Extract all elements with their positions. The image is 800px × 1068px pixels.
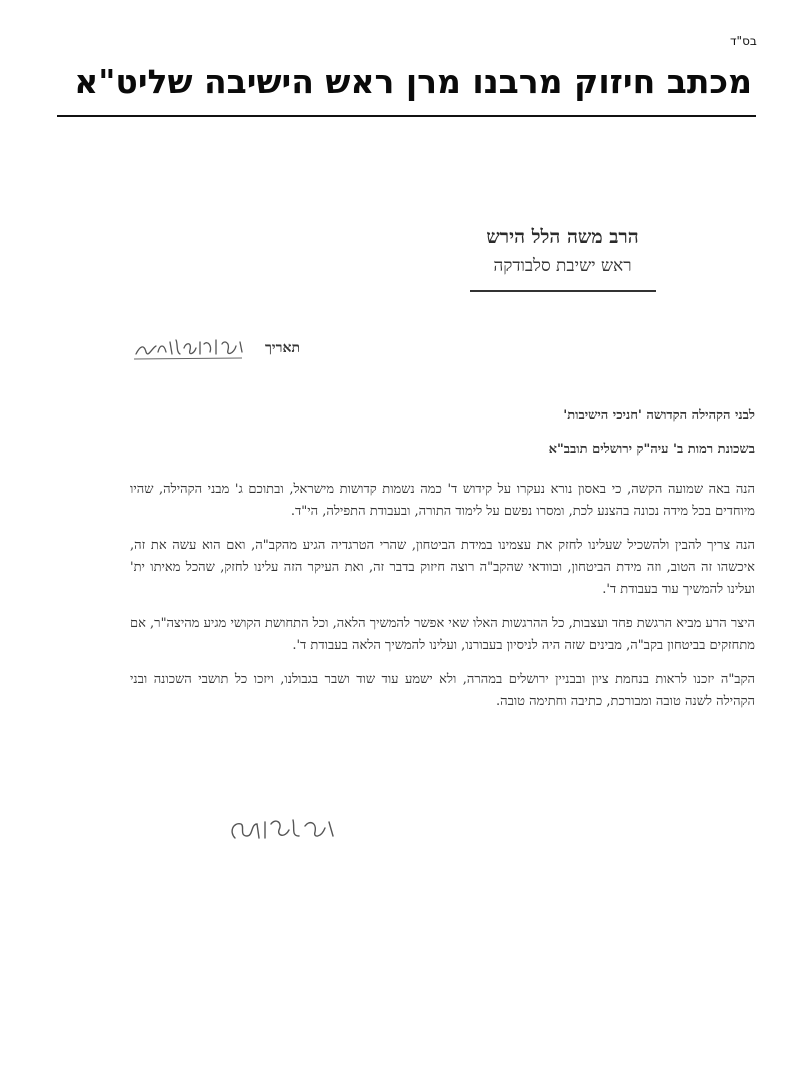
date-line (130, 330, 300, 364)
bsd-mark: בס"ד (730, 34, 757, 48)
letter-paragraph: הנה באה שמועה הקשה, כי באסון נורא נעקרו על קידוש ד' כמה נשמות קדושות מישראל, ובתוכם ג' מבני הקהילה, שהיו מיוחדים בכל מידה נכונה בהצנע לכת, ומסרו נפשם על לימוד התורה, ובעבודת התפילה, הי"ד. (130, 482, 755, 519)
title-divider (57, 115, 756, 117)
date-label: תאריך (265, 340, 300, 356)
salutation-line-2: בשכונת רמות ב' עיה"ק ירושלים תובב"א (548, 442, 755, 457)
letter-paragraph: היצר הרע מביא הרגשת פחד ועצבות, כל ההרגשות האלו שאי אפשר להמשיך הלאה, וכל התחושת הקושי מגיע מהיצה"ר, אם מתחזקים בביטחון בקב"ה, מבינים שזה היה לניסיון בעבורנו, ועלינו להמשיך הלאה בעבודת ד'. (130, 616, 755, 653)
letterhead-underline (470, 290, 656, 292)
page-title: מכתב חיזוק מרבנו מרן ראש הישיבה שליט"א (74, 62, 752, 101)
letterhead-role: ראש ישיבת סלבודקה (493, 256, 632, 276)
handwritten-date (130, 330, 250, 364)
letter-body (130, 405, 755, 725)
letter-paragraph: הנה צריך להבין ולהשכיל שעלינו לחזק את עצמינו במידת הביטחון, שהרי הטרגדיה הגיע מהקב"ה, ואם הוא עשה את זה, איכשהו זה הטוב, וזה מידת הביטחון, ובוודאי שהקב"ה רוצה חיזוק בדבר זה, ואת העיקר הזה עלינו לחזק, שהכל מאיתו ית' ועלינו להמשיך עוד בעבודת ד'. (130, 538, 755, 597)
letter-paragraph: הקב"ה יזכנו לראות בנחמת ציון ובבניין ירושלים במהרה, ולא ישמע עוד שוד ושבר בגבולנו, ויזכו כל תושבי השכונה ובני הקהילה לשנה טובה ומבורכת, כתיבה וחתימה טובה. (130, 672, 755, 709)
letterhead-name: הרב משה הלל הירש (486, 226, 639, 248)
salutation-line-1: לבני הקהילה הקדושה 'חניכי הישיבות' (563, 408, 755, 423)
handwritten-signature (225, 810, 345, 850)
letterhead (455, 222, 670, 292)
